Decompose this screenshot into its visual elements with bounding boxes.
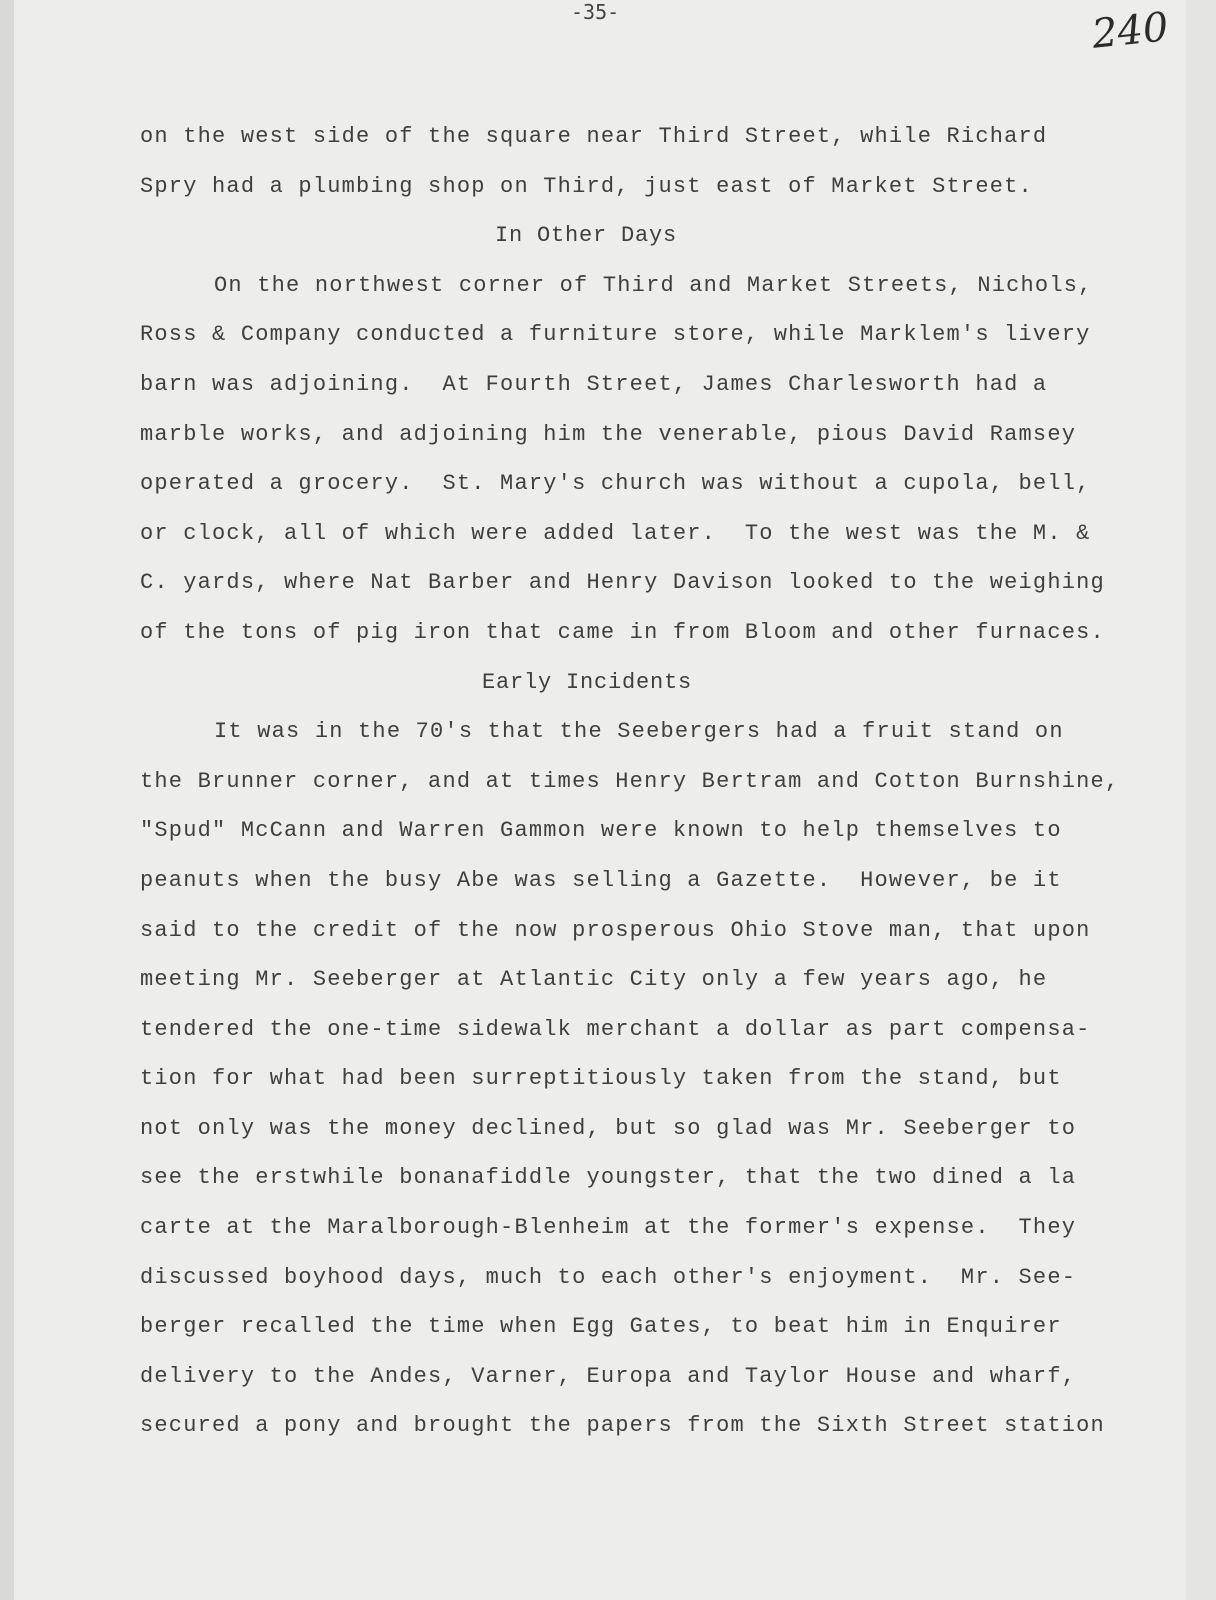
text-line: berger recalled the time when Egg Gates, to beat him in Enquirer [140,1314,1062,1340]
text-line: the Brunner corner, and at times Henry Bertram and Cotton Burnshine, [140,768,1120,794]
text-line: secured a pony and brought the papers from the Sixth Street station [140,1413,1105,1439]
text-line: delivery to the Andes, Varner, Europa and Taylor House and wharf, [140,1363,1077,1389]
text-line: of the tons of pig iron that came in from Bloom and other furnaces. [140,619,1105,645]
text-line: "Spud" McCann and Warren Gammon were known to help themselves to [140,818,1062,844]
text-line: peanuts when the busy Abe was selling a Gazette. However, be it [140,867,1062,893]
text-line: said to the credit of the now prosperous Ohio Stove man, that upon [140,917,1091,943]
text-line: Spry had a plumbing shop on Third, just east of Market Street. [140,173,1033,199]
text-line: operated a grocery. St. Mary's church was without a cupola, bell, [140,471,1091,497]
text-line: meeting Mr. Seeberger at Atlantic City only a few years ago, he [140,967,1048,993]
text-line: on the west side of the square near Third Street, while Richard [140,124,1048,149]
page-right-edge [1186,0,1216,1600]
text-line: or clock, all of which were added later. To the west was the M. & [140,520,1091,546]
text-line: tion for what had been surreptitiously taken from the stand, but [140,1066,1062,1092]
typed-text-body [140,112,1140,1451]
text-line: It was in the 70's that the Seebergers had a fruit stand on [214,719,1064,745]
text-line: On the northwest corner of Third and Market Streets, Nichols, [214,272,1093,298]
text-line: discussed boyhood days, much to each other's enjoyment. Mr. See- [140,1264,1077,1290]
text-line: C. yards, where Nat Barber and Henry Davison looked to the weighing [140,570,1105,596]
text-line: tendered the one-time sidewalk merchant a dollar as part compensa- [140,1016,1091,1042]
section-heading: In Other Days [495,223,678,249]
page-number: -35- [571,0,620,24]
section-heading: Early Incidents [482,669,693,695]
text-line: not only was the money declined, but so glad was Mr. Seeberger to [140,1115,1077,1141]
page-left-shadow [0,0,14,1600]
text-line: barn was adjoining. At Fourth Street, James Charlesworth had a [140,371,1048,397]
text-line: Ross & Company conducted a furniture store, while Marklem's livery [140,322,1091,348]
text-line: carte at the Maralborough-Blenheim at the former's expense. They [140,1215,1077,1241]
handwritten-folio-number: 240 [1089,4,1171,58]
text-line: see the erstwhile bonanafiddle youngster, that the two dined a la [140,1165,1077,1191]
text-line: marble works, and adjoining him the venerable, pious David Ramsey [140,421,1077,447]
